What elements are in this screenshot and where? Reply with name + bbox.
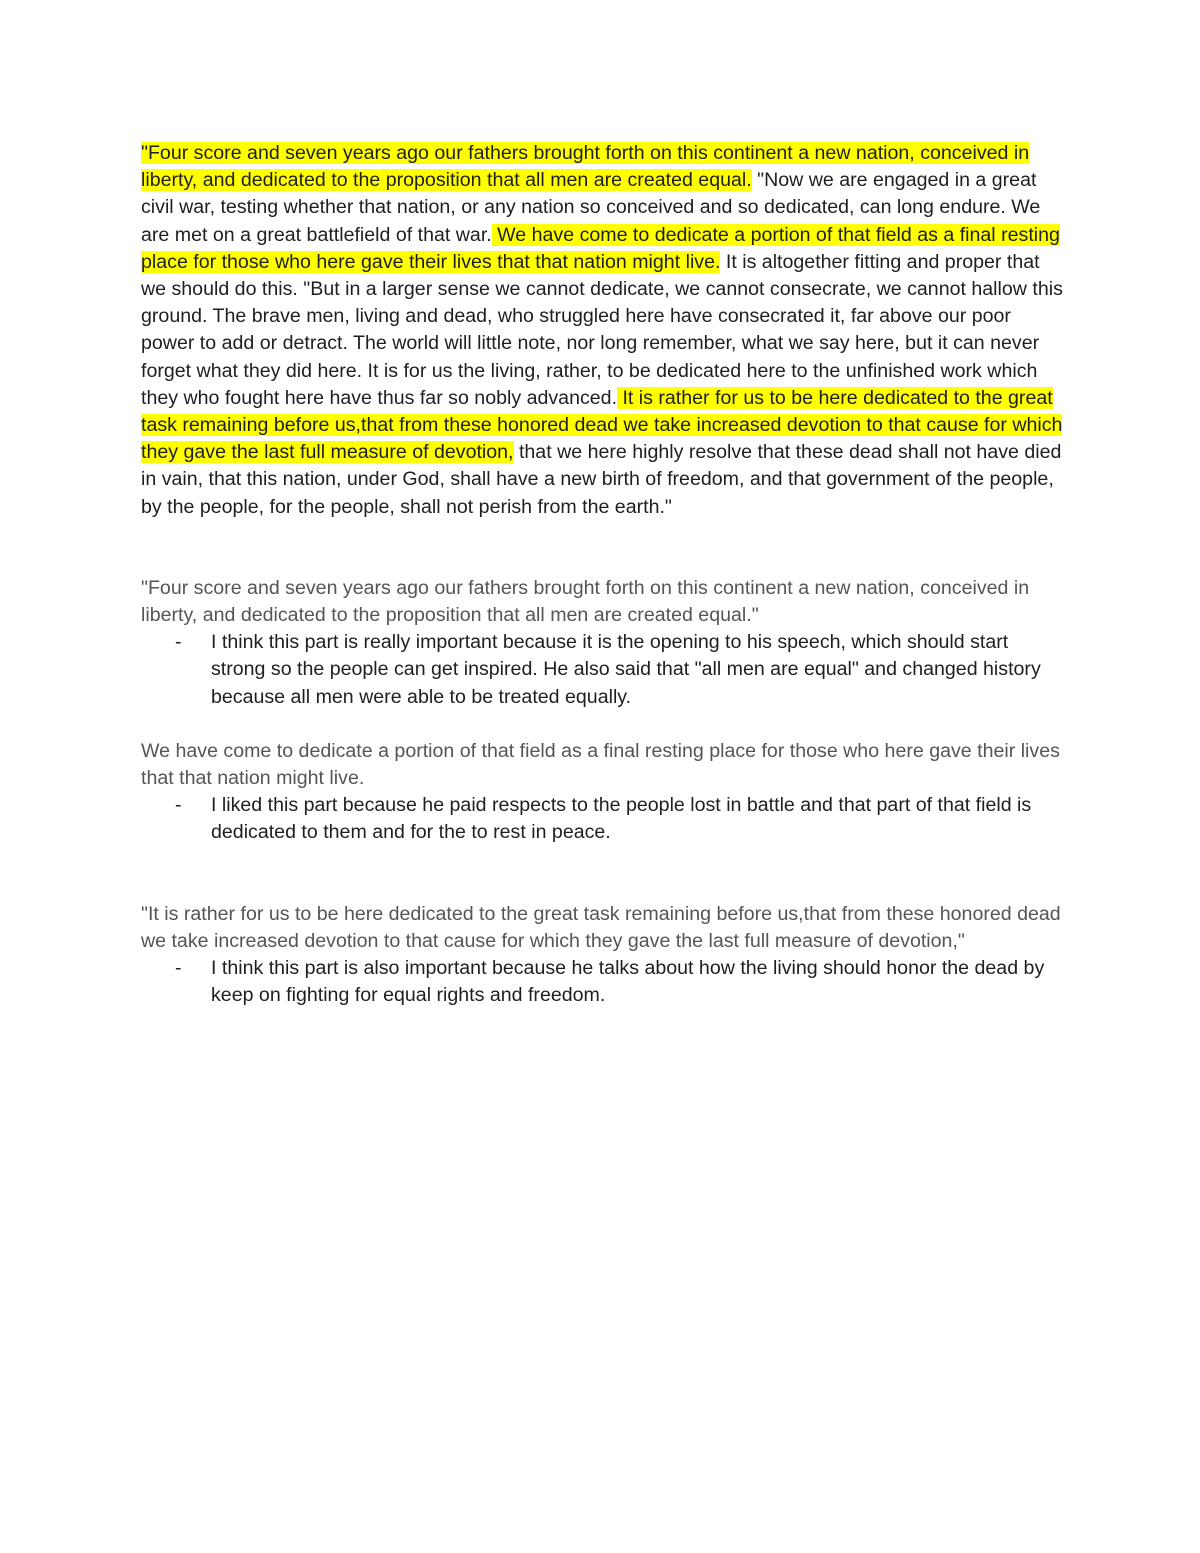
speech-text: "Now we are engaged in a great civil war, testing whether that nation, or any nation so conceived and so dedicated, can long endure. We are met on a great battlefield of that war. [141, 169, 1041, 246]
speech-text: that we here highly resolve that these dead shall not have died in vain, that this nation, under God, shall have a new birth of freedom, and that government of the people, by the people, for the people, shall not perish from the earth." [141, 441, 1062, 518]
analysis-section [141, 738, 1066, 847]
comment-item [141, 629, 1066, 711]
comment-text: I liked this part because he paid respects to the people lost in battle and that part of that field is dedicated to them and for the to rest in peace. [211, 794, 1032, 844]
bullet-dash: - [175, 957, 182, 980]
bullet-dash: - [175, 631, 182, 654]
section-quote: "It is rather for us to be here dedicated to the great task remaining before us,that from these honored dead we take increased devotion to that cause for which they gave the last full measure of devotion," [141, 902, 1061, 952]
section-quote: We have come to dedicate a portion of that field as a final resting place for those who here gave their lives that that nation might live. [141, 739, 1060, 790]
highlighted-passage: "Four score and seven years ago our fathers brought forth on this continent a new nation, conceived in liberty, and dedicated to the proposition that all men are created equal. [141, 142, 1030, 192]
comment-item [141, 955, 1066, 1009]
comment-text: I think this part is really important because it is the opening to his speech, which should start strong so the people can get inspired. He also said that "all men are equal" and changed history because all men were able to be treated equally. [211, 631, 1041, 708]
analysis-section [141, 901, 1066, 1010]
comment-text: I think this part is also important because he talks about how the living should honor the dead by keep on fighting for equal rights and freedom. [211, 957, 1045, 1007]
highlighted-passage: We have come to dedicate a portion of that field as a final resting place for those who here gave their lives that that nation might live. [141, 223, 1060, 273]
speech-paragraph [141, 140, 1066, 521]
comment-list [141, 792, 1066, 846]
document-body [141, 140, 1066, 1009]
bullet-dash: - [175, 794, 182, 817]
comment-item [141, 792, 1066, 846]
section-quote: "Four score and seven years ago our fathers brought forth on this continent a new nation, conceived in liberty, and dedicated to the proposition that all men are created equal." [141, 576, 1030, 627]
analysis-section [141, 575, 1066, 711]
comment-list [141, 955, 1066, 1009]
speech-text: It is altogether fitting and proper that we should do this. "But in a larger sense we cannot dedicate, we cannot consecrate, we cannot hallow this ground. The brave men, living and dead, who struggled here have consecrated it, far above our poor power to add or detract. The world will little note, nor long remember, what we say here, but it can never forget what they did here. It is for us the living, rather, to be dedicated here to the unfinished work which they who fought here have thus far so nobly advanced. [141, 250, 1063, 409]
highlighted-passage: It is rather for us to be here dedicated to the great task remaining before us,that from these honored dead we take increased devotion to that cause for which they gave the last full measure of devotion, [141, 386, 1063, 464]
comment-list [141, 629, 1066, 711]
